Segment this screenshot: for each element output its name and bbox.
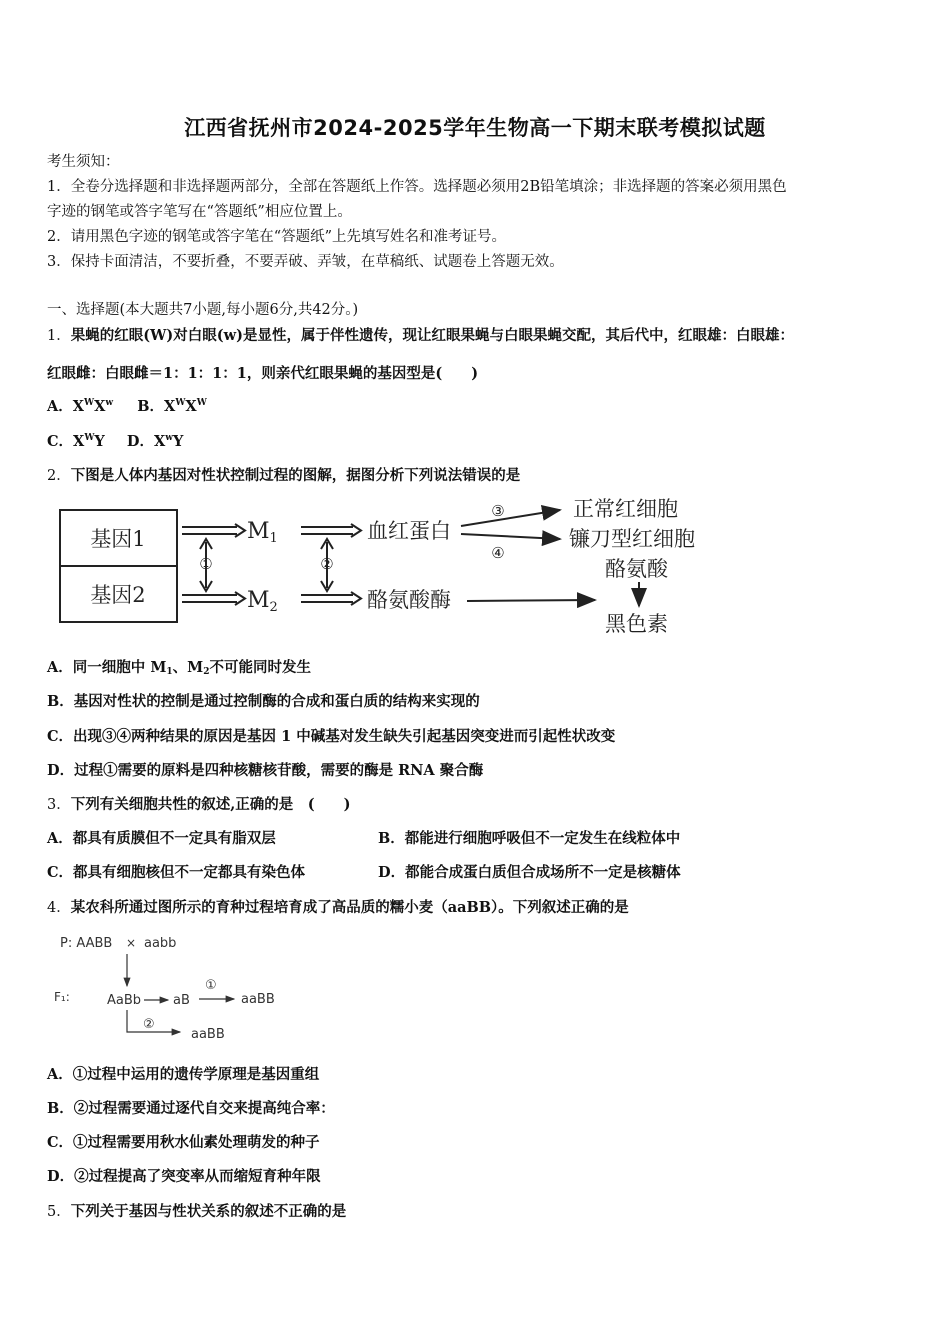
q3-option-c: C．都具有细胞核但不一定都具有染色体: [47, 864, 306, 881]
question-1-stem: [47, 326, 794, 346]
q2-option-b: B．基因对性状的控制是通过控制酶的合成和蛋白质的结构来实现的: [47, 693, 480, 710]
question-1-line2: 红眼雌：白眼雌＝1：1：1：1，则亲代红眼果蝇的基因型是( ): [47, 365, 479, 382]
parent2-label: aabb: [144, 936, 177, 951]
question-number: 1．: [47, 328, 71, 344]
section-heading: 一、选择题(本大题共7小题,每小题6分,共42分。): [47, 302, 359, 318]
q3-option-d: D．都能合成蛋白质但合成场所不一定是核糖体: [378, 864, 681, 881]
question-3-stem: 3．下列有关细胞共性的叙述,正确的是 ( ): [47, 796, 351, 813]
q3-option-a: A．都具有质膜但不一定具有脂双层: [47, 830, 276, 847]
step1-label: ①: [199, 555, 213, 573]
question-2-stem: 2．下图是人体内基因对性状控制过程的图解，据图分析下列说法错误的是: [47, 467, 521, 484]
step4-label: ④: [491, 544, 505, 562]
notice-item-3: 3．保持卡面清洁，不要折叠，不要弄破、弄皱，在草稿纸、试题卷上答题无效。: [47, 254, 564, 270]
gamete-label: aB: [173, 993, 190, 1008]
q2-option-d: D．过程①需要的原料是四种核糖核苷酸，需要的酶是 RNA 聚合酶: [47, 762, 484, 779]
cross-symbol: ×: [126, 936, 137, 950]
question-4-stem: 4．某农科所通过图所示的育种过程培育成了高品质的糯小麦（aaBB）。下列叙述正确的是: [47, 899, 629, 916]
q4-option-d: D．②过程提高了突变率从而缩短育种年限: [47, 1168, 321, 1185]
m2-label: M2: [247, 588, 278, 615]
breeding-diagram: [50, 928, 300, 1048]
tyrosine-label: 酪氨酸: [605, 557, 668, 581]
q3-option-b: B．都能进行细胞呼吸但不一定发生在线粒体中: [378, 830, 681, 847]
tyrosinase-label: 酪氨酸酶: [367, 588, 451, 612]
q1-options-cd: C．$X^WY$ D．$X^wY$: [47, 433, 184, 450]
q4-option-a: A．①过程中运用的遗传学原理是基因重组: [47, 1066, 320, 1083]
f1-genotype: AaBb: [107, 993, 142, 1008]
step2-label: ②: [143, 1017, 155, 1032]
q2-option-a: A．同一细胞中 $M_1$、$M_2$不可能同时发生: [47, 659, 311, 677]
q1-options-ab: A．$X^WX^w$ B．$X^WX^W$: [47, 398, 207, 415]
q4-option-c: C．①过程需要用秋水仙素处理萌发的种子: [47, 1134, 320, 1151]
notice-item-1-cont: 字迹的钢笔或答字笔写在“答题纸”相应位置上。: [47, 204, 352, 220]
result1-label: aaBB: [241, 992, 275, 1007]
step1-label: ①: [205, 978, 217, 993]
question-1-line1: 果蝇的红眼(W)对白眼(w)是显性，属于伴性遗传，现让红眼果蝇与白眼果蝇交配，其后代中，红眼雄：白眼雄：: [70, 327, 794, 344]
hemoglobin-label: 血红蛋白: [367, 519, 451, 543]
parent1-label: P: AABB: [60, 936, 113, 951]
notice-item-1: 1．全卷分选择题和非选择题两部分，全部在答题纸上作答。选择题必须用2B铅笔填涂；非选择题的答案必须用黑色: [47, 179, 787, 195]
normal-rbc-label: 正常红细胞: [573, 497, 678, 521]
sickle-rbc-label: 镰刀型红细胞: [569, 527, 695, 551]
m1-label: M1: [247, 519, 278, 546]
result2-label: aaBB: [191, 1027, 225, 1042]
page-title: 江西省抚州市2024-2025学年生物高一下期末联考模拟试题: [184, 116, 766, 140]
f1-label: F₁:: [54, 990, 70, 1004]
step2-label: ②: [320, 555, 334, 573]
gene2-label: 基因2: [90, 583, 146, 607]
question-5-stem: 5．下列关于基因与性状关系的叙述不正确的是: [47, 1203, 347, 1220]
q2-option-c: C．出现③④两种结果的原因是基因 1 中碱基对发生缺失引起基因突变进而引起性状改变: [47, 728, 616, 745]
gene-expression-diagram: [55, 494, 725, 644]
notice-item-2: 2．请用黑色字迹的钢笔或答字笔在“答题纸”上先填写姓名和准考证号。: [47, 229, 507, 245]
notice-heading: 考生须知：: [47, 154, 120, 170]
step3-label: ③: [491, 502, 505, 520]
melanin-label: 黑色素: [605, 612, 668, 636]
gene1-label: 基因1: [90, 527, 146, 551]
q4-option-b: B．②过程需要通过逐代自交来提高纯合率：: [47, 1100, 335, 1117]
